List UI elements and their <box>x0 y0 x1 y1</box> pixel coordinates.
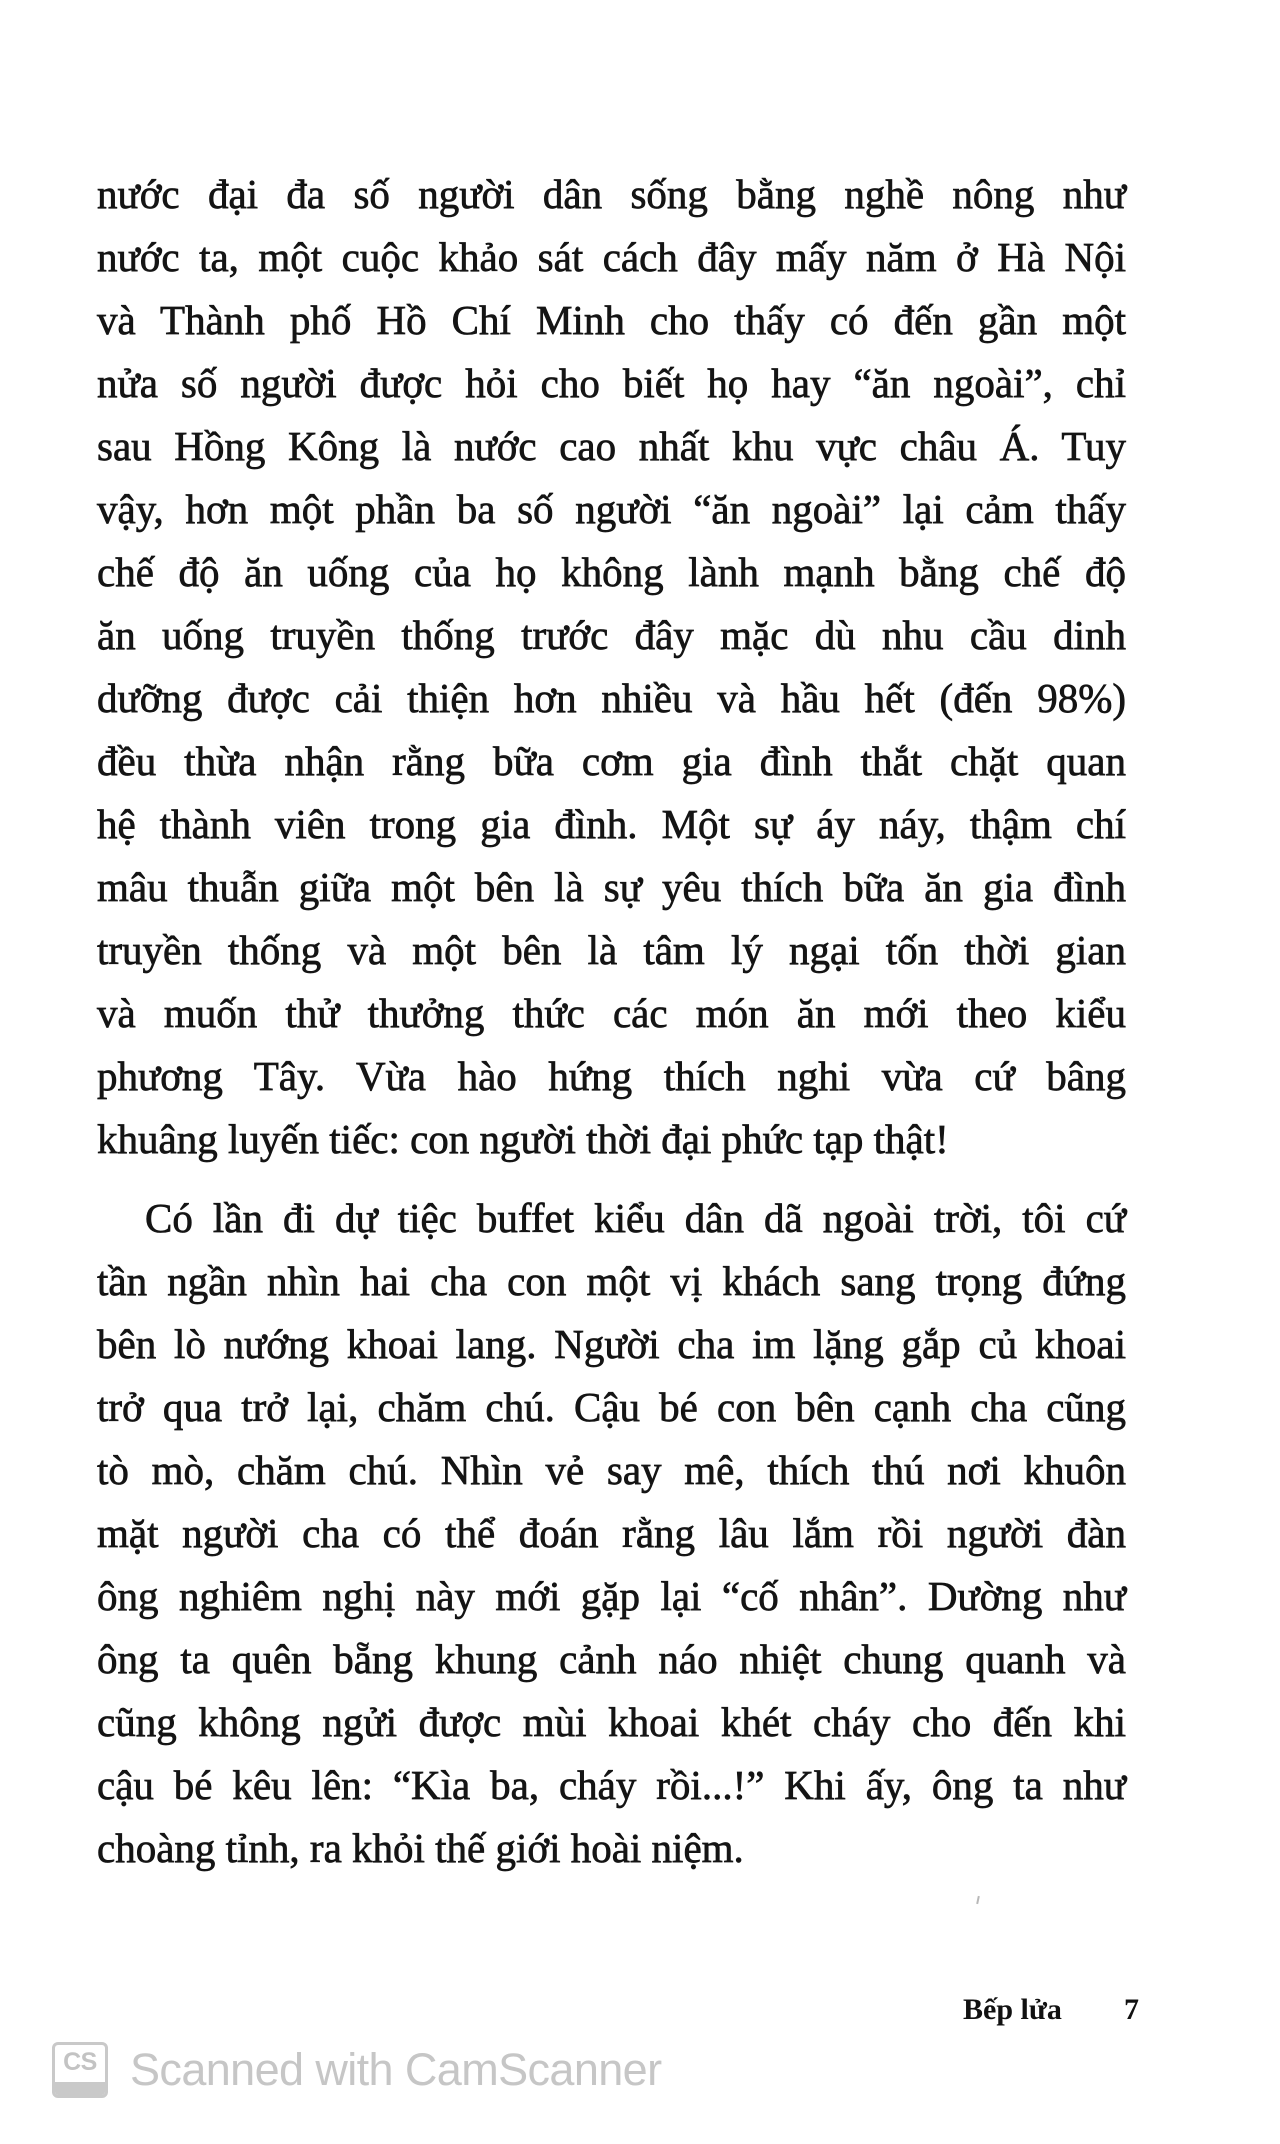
logo-text: CS <box>63 2047 97 2076</box>
text-line: ông ta quên bẵng khung cảnh náo nhiệt chung quanh và <box>97 1636 1126 1682</box>
text-line: và muốn thử thưởng thức các món ăn mới theo kiểu <box>97 990 1126 1036</box>
text-line: nước ta, một cuộc khảo sát cách đây mấy năm ở Hà Nội <box>97 234 1126 280</box>
text-line: hệ thành viên trong gia đình. Một sự áy náy, thậm chí <box>97 801 1126 847</box>
text-line: và Thành phố Hồ Chí Minh cho thấy có đến gần một <box>97 297 1126 343</box>
text-line: mâu thuẫn giữa một bên là sự yêu thích bữa ăn gia đình <box>97 864 1126 910</box>
scan-speck <box>976 1896 980 1904</box>
text-line: khuâng luyến tiếc: con người thời đại phức tạp thật! <box>97 1116 949 1162</box>
text-line: choàng tỉnh, ra khỏi thế giới hoài niệm. <box>97 1825 744 1871</box>
paragraph-2 <box>97 1187 1126 1880</box>
text-line: mặt người cha có thể đoán rằng lâu lắm rồi người đàn <box>97 1510 1126 1556</box>
camscanner-logo-icon <box>52 2042 108 2098</box>
text-line: ông nghiêm nghị này mới gặp lại “cố nhân”. Dường như <box>97 1573 1126 1619</box>
paragraph-1 <box>97 163 1126 1171</box>
text-line: nước đại đa số người dân sống bằng nghề nông như <box>97 171 1126 217</box>
watermark-label: Scanned with CamScanner <box>130 2044 662 2095</box>
page-number: 7 <box>1124 1993 1139 2026</box>
text-line: phương Tây. Vừa hào hứng thích nghi vừa cứ bâng <box>97 1053 1126 1099</box>
text-line: ăn uống truyền thống trước đây mặc dù nhu cầu dinh <box>97 612 1126 658</box>
text-line: trở qua trở lại, chăm chú. Cậu bé con bên cạnh cha cũng <box>97 1384 1126 1430</box>
text-line: chế độ ăn uống của họ không lành mạnh bằng chế độ <box>97 549 1126 595</box>
text-line: đều thừa nhận rằng bữa cơm gia đình thắt chặt quan <box>97 738 1126 784</box>
camscanner-watermark <box>52 2041 662 2098</box>
text-line: sau Hồng Kông là nước cao nhất khu vực châu Á. Tuy <box>97 423 1126 469</box>
text-line: bên lò nướng khoai lang. Người cha im lặng gắp củ khoai <box>97 1321 1126 1367</box>
text-line: vậy, hơn một phần ba số người “ăn ngoài” lại cảm thấy <box>97 486 1126 532</box>
logo-band <box>55 2082 105 2095</box>
text-line: tò mò, chăm chú. Nhìn vẻ say mê, thích thú nơi khuôn <box>97 1447 1126 1493</box>
text-line: dưỡng được cải thiện hơn nhiều và hầu hết (đến 98%) <box>97 675 1126 721</box>
running-title: Bếp lửa <box>963 1993 1062 2026</box>
text-line: cậu bé kêu lên: “Kìa ba, cháy rồi...!” Khi ấy, ông ta như <box>97 1762 1126 1808</box>
text-line: truyền thống và một bên là tâm lý ngại tốn thời gian <box>97 927 1126 973</box>
text-line: tần ngần nhìn hai cha con một vị khách sang trọng đứng <box>97 1258 1126 1304</box>
text-line: nửa số người được hỏi cho biết họ hay “ăn ngoài”, chỉ <box>97 360 1126 406</box>
text-line: cũng không ngửi được mùi khoai khét cháy cho đến khi <box>97 1699 1126 1745</box>
text-line-indented: Có lần đi dự tiệc buffet kiểu dân dã ngoài trời, tôi cứ <box>145 1195 1126 1241</box>
